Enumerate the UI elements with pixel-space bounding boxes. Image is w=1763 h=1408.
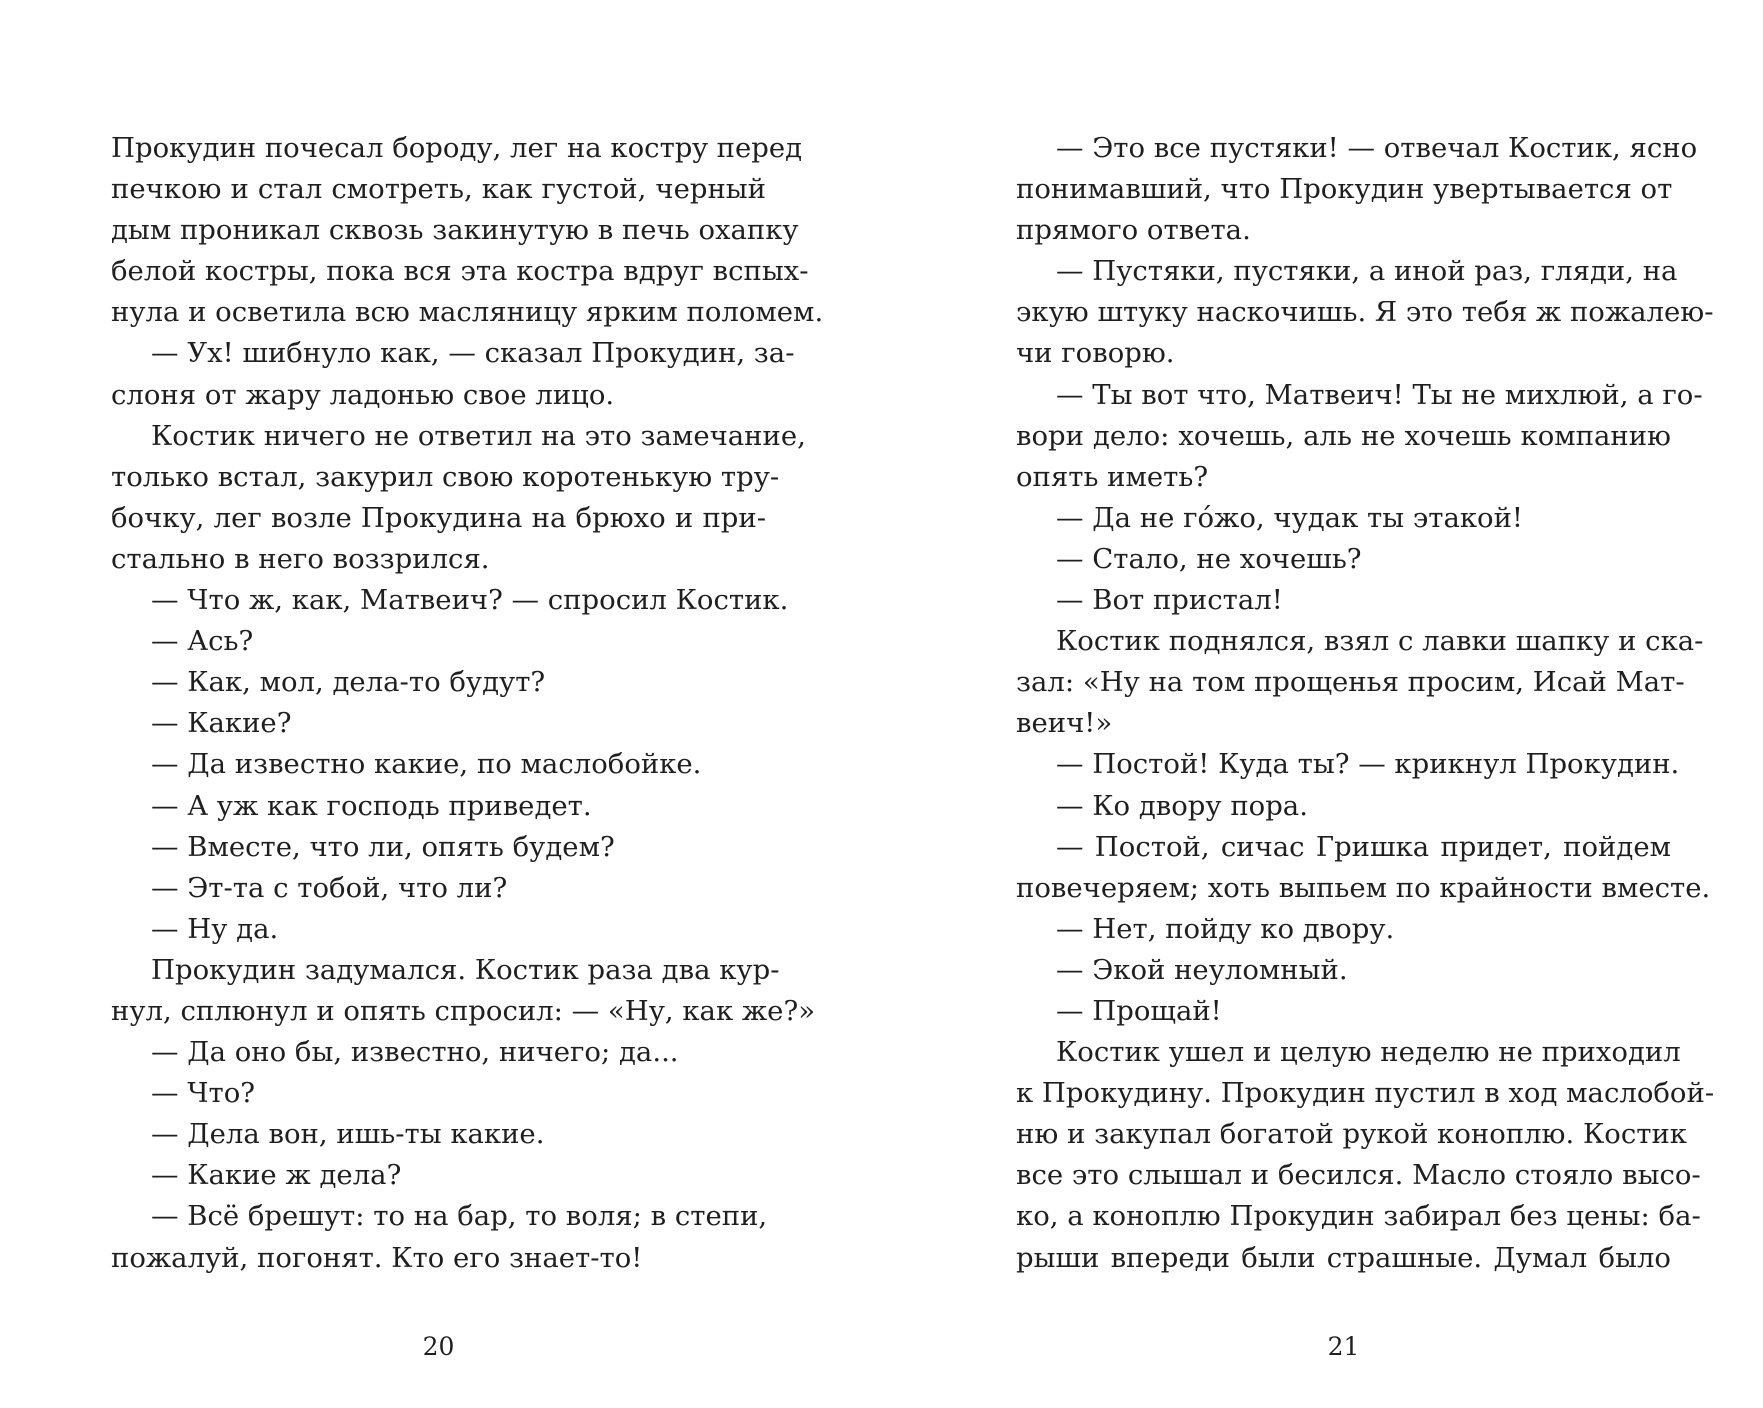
text-line: нула и осветила всю масляницу ярким поломем.	[111, 296, 824, 329]
left-page	[111, 0, 824, 1408]
text-line: нул, сплюнул и опять спросил: — «Ну, как же?»	[111, 994, 816, 1027]
text-line: к Прокудину. Прокудин пустил в ход маслобой-	[1016, 1077, 1715, 1110]
text-line: слоня от жару ладонью свое лицо.	[111, 378, 615, 411]
text-line: — Эт-та с тобой, что ли?	[151, 871, 508, 904]
text-line: — Прощай!	[1056, 994, 1222, 1027]
text-line: печкою и стал смотреть, как густой, черный	[111, 173, 766, 206]
text-line: — Это все пустяки! — отвечал Костик, ясно	[1056, 132, 1698, 164]
text-line: Костик ничего не ответил на это замечание,	[151, 419, 806, 452]
text-line: — Какие ж дела?	[151, 1159, 402, 1192]
text-line: повечеряем; хоть выпьем по крайности вместе.	[1016, 871, 1711, 904]
text-line: — Ух! шибнуло как, — сказал Прокудин, за-	[151, 337, 795, 370]
text-line: чи говорю.	[1016, 337, 1175, 370]
text-line: — Постой, сичас Гришка придет, пойдем	[1056, 830, 1671, 863]
text-line: веич!»	[1016, 707, 1113, 740]
text-line: — Что ж, как, Матвеич? — спросил Костик.	[151, 584, 789, 617]
text-line: все это слышал и бесился. Масло стояло высо-	[1016, 1159, 1701, 1192]
text-line: Костик поднялся, взял с лавки шапку и ска-	[1056, 625, 1704, 658]
text-line: вори дело: хочешь, аль не хочешь компанию	[1016, 419, 1671, 452]
text-line: — А уж как господь приведет.	[151, 789, 592, 822]
text-line: стально в него воззрился.	[111, 542, 490, 575]
text-line: понимавший, что Прокудин увертывается от	[1016, 173, 1673, 206]
text-line: — Ко двору пора.	[1056, 789, 1308, 822]
text-line: — Нет, пойду ко двору.	[1056, 912, 1395, 945]
text-line: рыши впереди были страшные. Думал было	[1016, 1241, 1671, 1274]
text-line: пожалуй, погонят. Кто его знает-то!	[111, 1241, 643, 1274]
page-number: 21	[1327, 1332, 1360, 1361]
page-text	[1016, 128, 1715, 1279]
text-line: — Экой неуломный.	[1056, 953, 1348, 986]
text-line: только встал, закурил свою коротенькую тру-	[111, 460, 780, 493]
text-line: — Что?	[151, 1077, 256, 1110]
text-line: Прокудин задумался. Костик раза два кур-	[151, 953, 780, 986]
right-page	[1016, 0, 1715, 1408]
text-line: — Ну да.	[151, 912, 279, 945]
text-line: Костик ушел и целую неделю не приходил	[1056, 1036, 1681, 1069]
text-line: — Постой! Куда ты? — крикнул Прокудин.	[1056, 748, 1680, 781]
page-text	[111, 128, 824, 1279]
text-line: — Вместе, что ли, опять будем?	[151, 830, 615, 863]
text-line: — Дела вон, ишь-ты какие.	[151, 1118, 545, 1151]
text-line: Прокудин почесал бороду, лег на кострy перед	[111, 132, 803, 164]
text-line: — Да не го́жо, чудак ты этакой!	[1056, 501, 1523, 534]
text-line: экую штуку наскочишь. Я это тебя ж пожалею-	[1016, 296, 1714, 329]
text-line: ко, а коноплю Прокудин забирал без цены: ба-	[1016, 1200, 1701, 1233]
text-line: ню и закупал богатой рукой коноплю. Костик	[1016, 1118, 1687, 1151]
text-line: — Да известно какие, по маслобойке.	[151, 748, 702, 781]
text-line: — Ты вот что, Матвеич! Ты не михлюй, а го-	[1056, 378, 1703, 411]
text-line: бочку, лег возле Прокудина на брюхо и при-	[111, 501, 766, 534]
text-line: — Да оно бы, известно, ничего; да...	[151, 1036, 679, 1069]
text-line: зал: «Ну на том прощенья просим, Исай Мат-	[1016, 666, 1685, 699]
text-line: — Пустяки, пустяки, а иной раз, гляди, на	[1056, 255, 1678, 288]
text-line: опять иметь?	[1016, 460, 1209, 493]
text-line: белой костры, пока вся эта костра вдруг вспых-	[111, 255, 809, 288]
text-line: — Всё брешут: то на бар, то воля; в степи,	[151, 1200, 768, 1233]
text-line: — Какие?	[151, 707, 292, 740]
page-number: 20	[422, 1332, 455, 1361]
text-line: — Стало, не хочешь?	[1056, 542, 1362, 575]
text-line: дым проникал сквозь закинутую в печь охапку	[111, 214, 799, 247]
text-line: — Как, мол, дела-то будут?	[151, 666, 546, 699]
text-line: — Ась?	[151, 625, 254, 658]
text-line: прямого ответа.	[1016, 214, 1251, 247]
text-line: — Вот пристал!	[1056, 584, 1283, 617]
